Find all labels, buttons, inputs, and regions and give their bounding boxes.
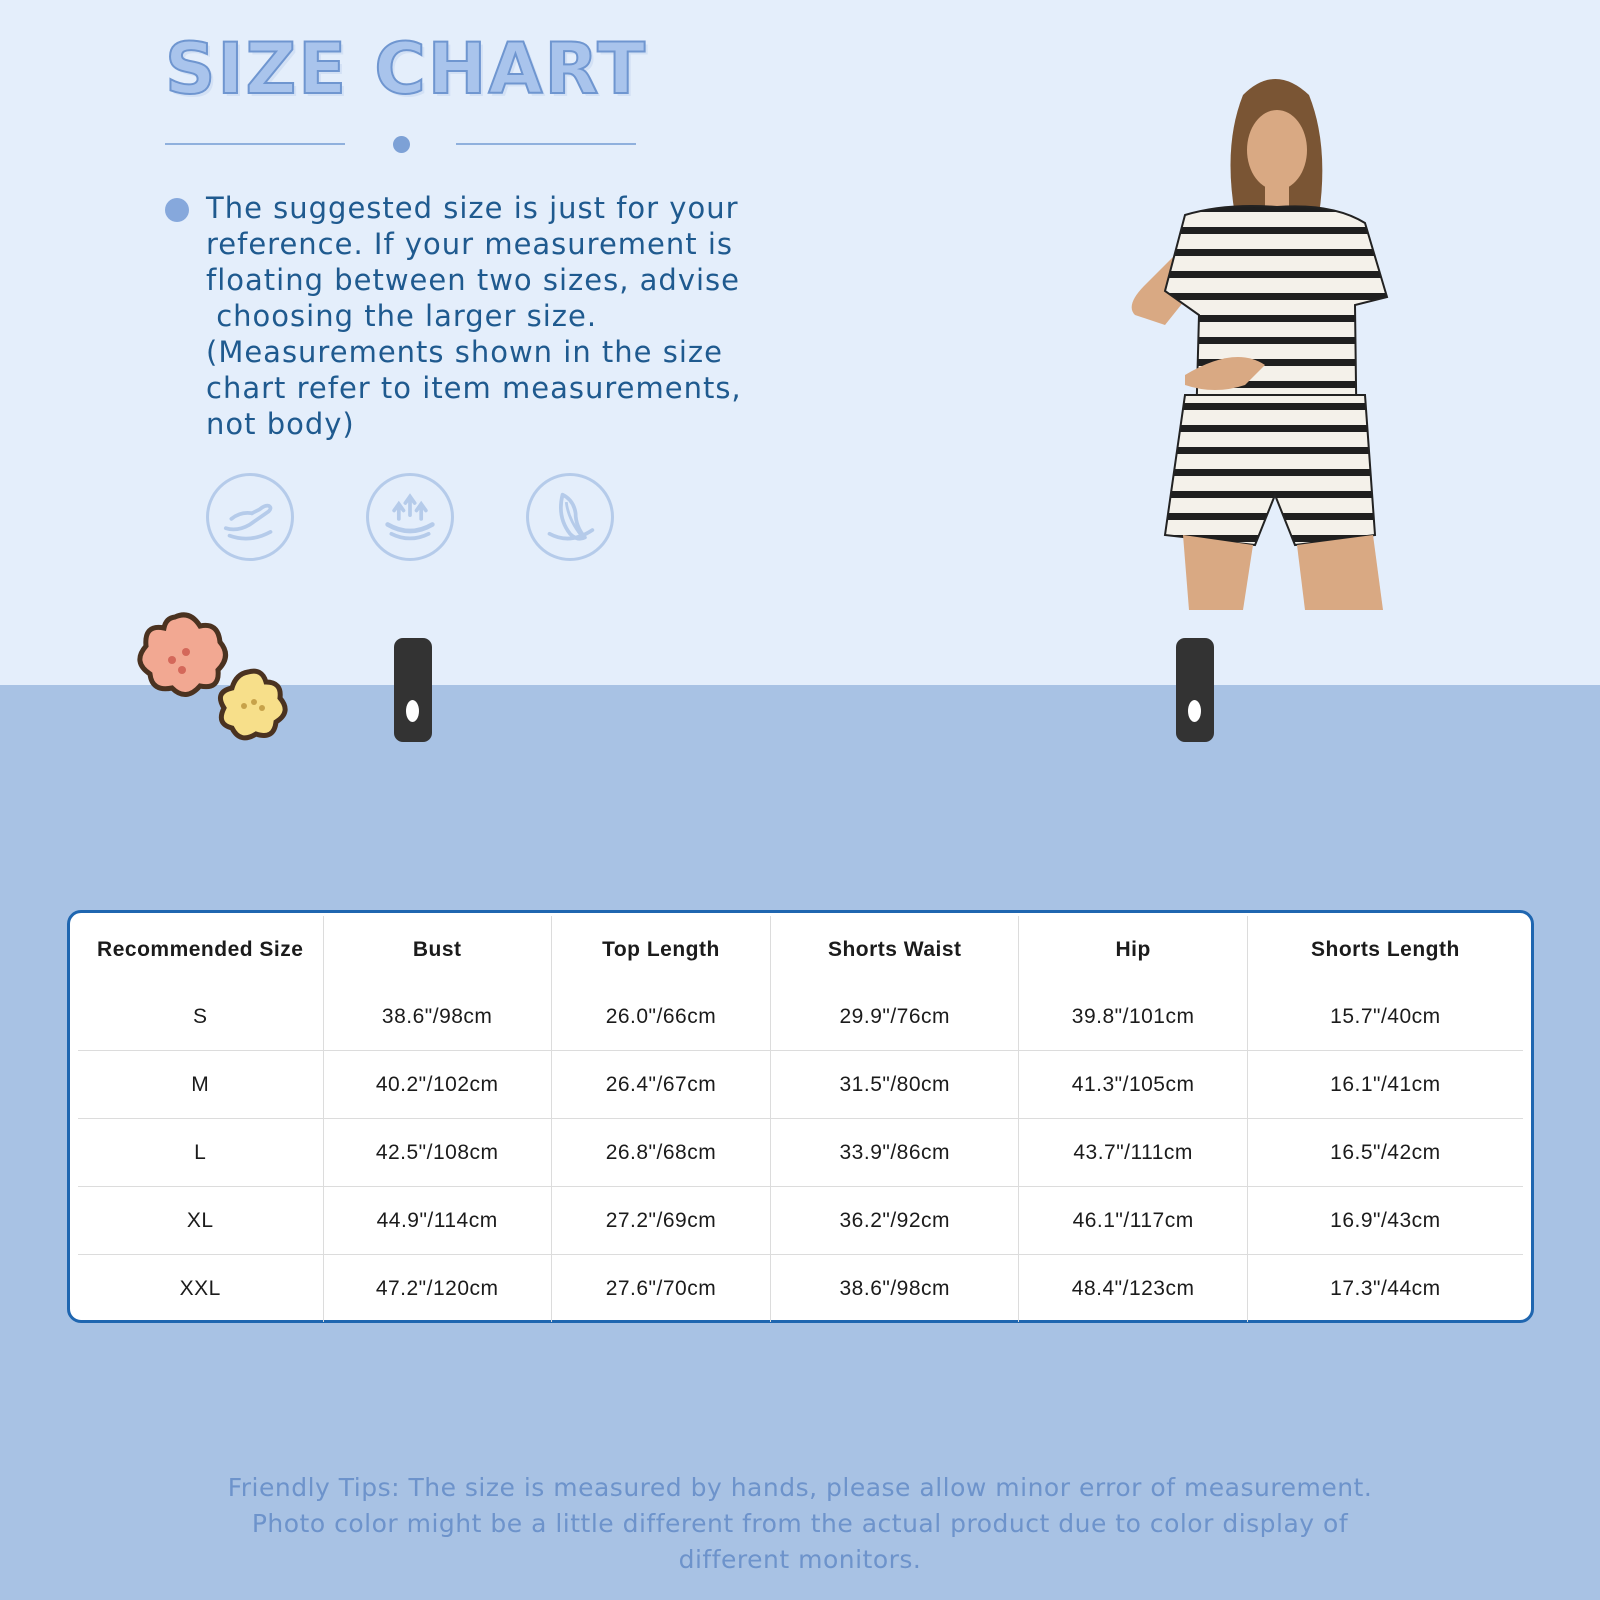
table-cell: 16.9"/43cm xyxy=(1247,1187,1523,1255)
title-divider-dot xyxy=(393,136,410,153)
table-cell: 38.6"/98cm xyxy=(323,983,551,1051)
table-cell: 31.5"/80cm xyxy=(771,1051,1019,1119)
table-cell: 33.9"/86cm xyxy=(771,1119,1019,1187)
size-note-line: floating between two sizes, advise xyxy=(206,263,741,297)
size-note-line: not body) xyxy=(206,407,355,441)
table-row xyxy=(78,1255,1523,1323)
size-note-line: The suggested size is just for your xyxy=(206,191,739,225)
table-row xyxy=(78,1051,1523,1119)
table-row xyxy=(78,1187,1523,1255)
table-cell: 15.7"/40cm xyxy=(1247,983,1523,1051)
table-cell: 41.3"/105cm xyxy=(1019,1051,1247,1119)
table-row xyxy=(78,983,1523,1051)
stretch-icon xyxy=(366,473,454,561)
table-cell: 29.9"/76cm xyxy=(771,983,1019,1051)
friendly-tips xyxy=(160,1470,1440,1578)
table-cell: 17.3"/44cm xyxy=(1247,1255,1523,1323)
table-cell: L xyxy=(78,1119,323,1187)
table-cell: M xyxy=(78,1051,323,1119)
size-table-card xyxy=(67,910,1534,1323)
table-cell: 26.4"/67cm xyxy=(551,1051,770,1119)
table-cell: 27.2"/69cm xyxy=(551,1187,770,1255)
table-cell: 43.7"/111cm xyxy=(1019,1119,1247,1187)
column-header: Top Length xyxy=(551,916,770,983)
table-cell: S xyxy=(192,1004,208,1028)
clip-left xyxy=(394,638,432,742)
table-cell: 36.2"/92cm xyxy=(771,1187,1019,1255)
soft-feather-icon xyxy=(526,473,614,561)
column-header: Shorts Waist xyxy=(771,916,1019,983)
table-cell: XL xyxy=(78,1187,323,1255)
tips-line: Photo color might be a little different from the actual product due to color display of xyxy=(251,1509,1349,1538)
size-table xyxy=(78,916,1523,1322)
column-header: Bust xyxy=(323,916,551,983)
table-cell: 27.6"/70cm xyxy=(551,1255,770,1323)
table-cell: XXL xyxy=(78,1255,323,1323)
flower-decoration xyxy=(120,612,310,757)
table-row xyxy=(78,1119,1523,1187)
size-note-line: reference. If your measurement is xyxy=(206,227,734,261)
table-cell: 47.2"/120cm xyxy=(323,1255,551,1323)
hand-wash-icon xyxy=(206,473,294,561)
tips-line: Friendly Tips: The size is measured by hands, please allow minor error of measurement. xyxy=(227,1473,1373,1502)
column-header: Hip xyxy=(1019,916,1247,983)
title-divider-left xyxy=(165,143,345,145)
page-title: SIZE CHART xyxy=(165,28,648,110)
column-header: Shorts Length xyxy=(1247,916,1523,983)
model-photo xyxy=(1125,65,1425,610)
size-note xyxy=(206,190,866,442)
clip-right xyxy=(1176,638,1214,742)
table-cell: 26.0"/66cm xyxy=(551,983,770,1051)
table-cell: 40.2"/102cm xyxy=(323,1051,551,1119)
table-cell: 44.9"/114cm xyxy=(323,1187,551,1255)
title-divider-right xyxy=(456,143,636,145)
tips-line: different monitors. xyxy=(678,1545,922,1574)
table-cell: 16.5"/42cm xyxy=(1247,1119,1523,1187)
note-bullet xyxy=(165,198,189,222)
column-header: Recommended Size xyxy=(97,937,304,961)
table-header-row xyxy=(78,916,1523,983)
size-note-line: (Measurements shown in the size xyxy=(206,335,723,369)
table-cell: 38.6"/98cm xyxy=(771,1255,1019,1323)
table-cell: 26.8"/68cm xyxy=(551,1119,770,1187)
table-cell: 46.1"/117cm xyxy=(1019,1187,1247,1255)
size-note-line: chart refer to item measurements, xyxy=(206,371,742,405)
table-cell: 42.5"/108cm xyxy=(323,1119,551,1187)
table-cell: 48.4"/123cm xyxy=(1019,1255,1247,1323)
size-note-line: choosing the larger size. xyxy=(206,299,598,333)
table-cell: 16.1"/41cm xyxy=(1247,1051,1523,1119)
table-cell: 39.8"/101cm xyxy=(1019,983,1247,1051)
